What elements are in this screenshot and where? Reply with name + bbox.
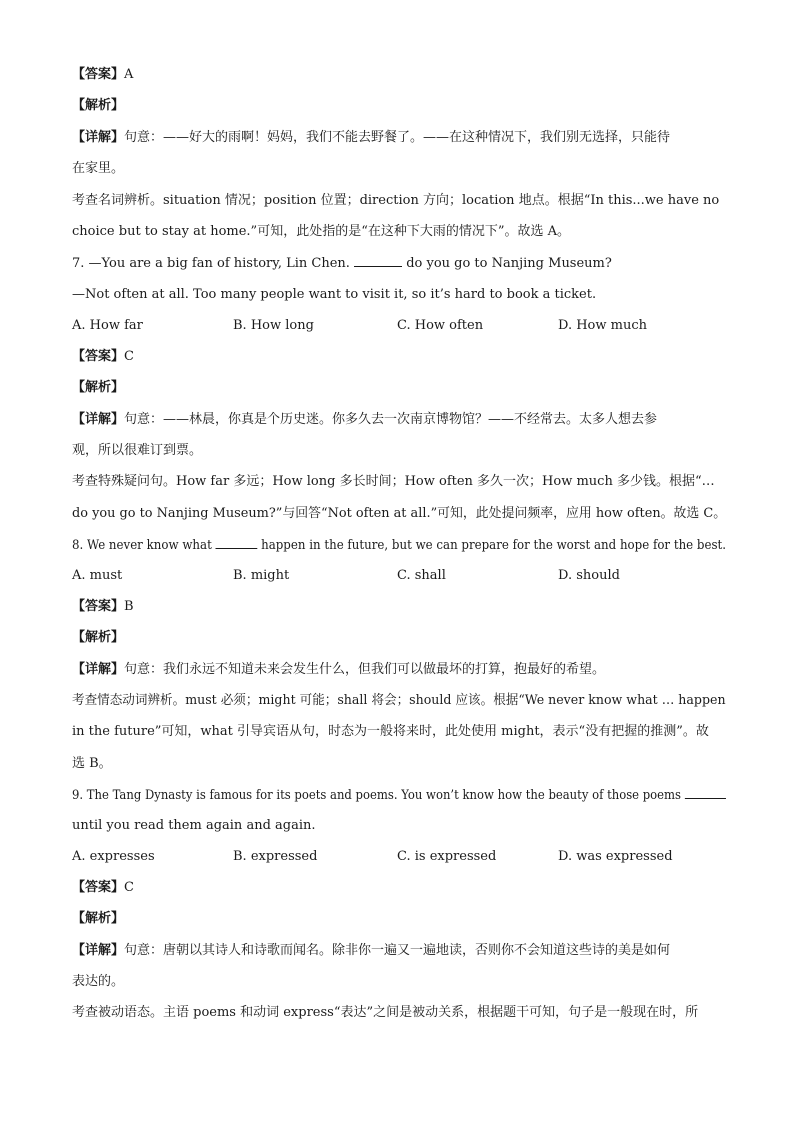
stem-text: 9. The Tang Dynasty is famous for its poets and poems. You won’t know how the beauty of those poems [72, 788, 685, 803]
answer-line [72, 598, 134, 616]
detail-tag: 【详解】 [72, 662, 125, 677]
detail-line-cont: 表达的。 [72, 974, 125, 989]
analysis-heading [72, 379, 124, 397]
detail-tag: 【详解】 [72, 943, 125, 958]
analysis-tag: 【解析】 [72, 98, 125, 113]
explanation-line: choice but to stay at home.”可知，此处指的是“在这种下大雨的情况下”。故选 A。 [72, 224, 571, 239]
answer-tag: 【答案】 [72, 349, 125, 364]
answer-blank [354, 254, 402, 267]
option-d: D. was expressed [558, 849, 673, 864]
option-d: D. How much [558, 318, 648, 333]
question-stem-cont: —Not often at all. Too many people want to visit it, so it’s hard to book a ticket. [72, 287, 597, 302]
detail-line-cont: 观，所以很难订到票。 [72, 443, 203, 458]
stem-text: happen in the future, but we can prepare for the worst and hope for the best. [257, 538, 727, 553]
analysis-heading [72, 629, 124, 647]
detail-text: 句意：我们永远不知道未来会发生什么，但我们可以做最坏的打算，抱最好的希望。 [124, 662, 606, 677]
option-d: D. should [558, 568, 620, 583]
answer-value: A [124, 67, 134, 82]
answer-value: C [124, 349, 134, 364]
option-b: B. How long [233, 318, 314, 333]
answer-blank [216, 536, 258, 549]
detail-tag: 【详解】 [72, 412, 125, 427]
detail-line [72, 411, 657, 429]
question-stem-cont: until you read them again and again. [72, 818, 316, 833]
stem-text: do you go to Nanjing Museum? [402, 256, 612, 271]
explanation-line: do you go to Nanjing Museum?”与回答“Not often at all.”可知，此处提问频率，应用 how often。故选 C。 [72, 506, 727, 521]
explanation-line: in the future”可知，what 引导宾语从句，时态为一般将来时，此处使用 might，表示“没有把握的推测”。故 [72, 724, 709, 739]
detail-line-cont: 在家里。 [72, 161, 125, 176]
explanation-line: 考查情态动词辨析。must 必须；might 可能；shall 将会；should 应该。根据“We never know what … happen [72, 693, 726, 708]
explanation-line: 考查被动语态。主语 poems 和动词 express“表达”之间是被动关系，根据题干可知，句子是一般现在时，所 [72, 1005, 699, 1020]
option-a: A. How far [72, 318, 143, 333]
answer-value: C [124, 880, 134, 895]
answer-value: B [124, 599, 134, 614]
answer-line [72, 66, 133, 84]
option-c: C. shall [397, 568, 446, 583]
option-c: C. How often [397, 318, 484, 333]
detail-line [72, 942, 670, 960]
detail-line [72, 661, 605, 679]
question-stem [72, 254, 612, 273]
answer-tag: 【答案】 [72, 880, 125, 895]
answer-line [72, 879, 134, 897]
stem-text: 8. We never know what [72, 538, 216, 553]
answer-tag: 【答案】 [72, 599, 125, 614]
analysis-heading [72, 97, 124, 115]
analysis-tag: 【解析】 [72, 380, 125, 395]
option-a: A. expresses [72, 849, 155, 864]
answer-blank [685, 786, 726, 799]
question-stem [72, 786, 726, 805]
answer-line [72, 348, 134, 366]
detail-text: 句意：唐朝以其诗人和诗歌而闻名。除非你一遍又一遍地读，否则你不会知道这些诗的美是如何 [124, 943, 671, 958]
detail-tag: 【详解】 [72, 130, 125, 145]
option-c: C. is expressed [397, 849, 497, 864]
analysis-tag: 【解析】 [72, 630, 125, 645]
option-b: B. might [233, 568, 290, 583]
stem-text: 7. —You are a big fan of history, Lin Chen. [72, 256, 355, 271]
detail-line [72, 129, 670, 147]
explanation-line: 考查名词辨析。situation 情况；position 位置；direction 方向；location 地点。根据“In this...we have no [72, 193, 720, 208]
analysis-heading [72, 910, 124, 928]
explanation-line: 选 B。 [72, 756, 112, 771]
detail-text: 句意：——林晨，你真是个历史迷。你多久去一次南京博物馆？——不经常去。太多人想去参 [124, 412, 658, 427]
explanation-line: 考查特殊疑问句。How far 多远；How long 多长时间；How often 多久一次；How much 多少钱。根据“… [72, 474, 715, 489]
question-stem [72, 536, 726, 555]
option-a: A. must [72, 568, 123, 583]
option-b: B. expressed [233, 849, 318, 864]
answer-tag: 【答案】 [72, 67, 125, 82]
analysis-tag: 【解析】 [72, 911, 125, 926]
detail-text: 句意：——好大的雨啊！妈妈，我们不能去野餐了。——在这种情况下，我们别无选择，只能待 [124, 130, 671, 145]
